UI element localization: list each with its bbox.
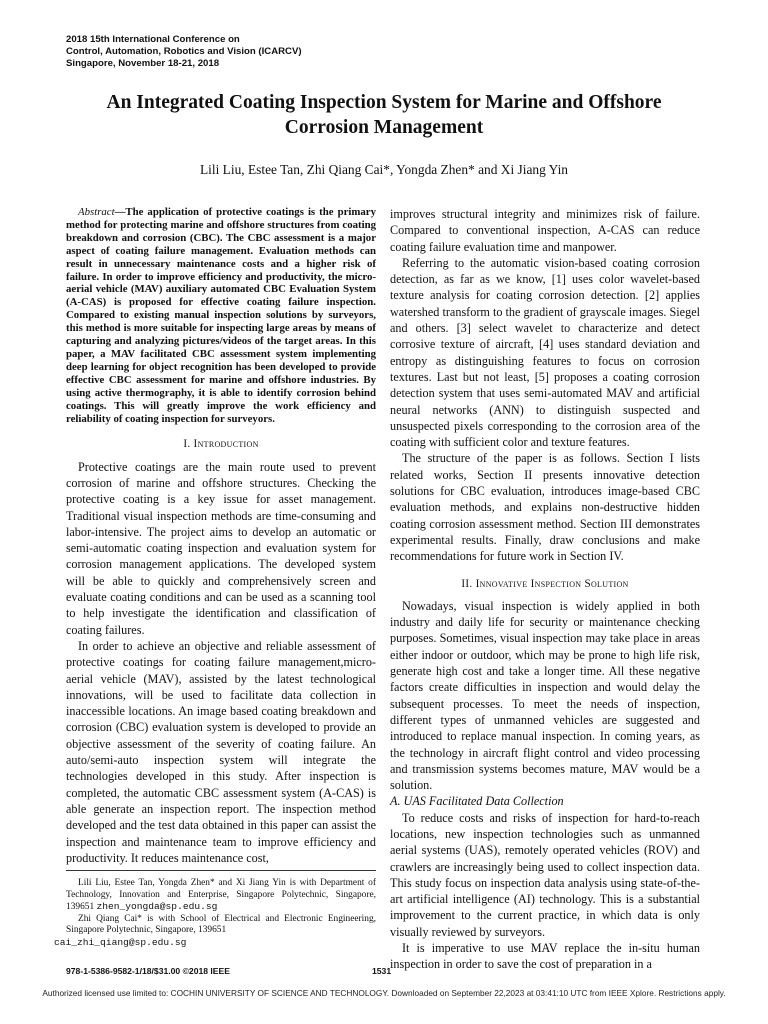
paper-title-line-1: An Integrated Coating Inspection System for Marine and Offshore bbox=[106, 92, 662, 113]
footnote bbox=[54, 878, 376, 949]
footnote-rule bbox=[66, 870, 376, 871]
subsection-a-paragraph-2: It is imperative to use MAV replace the in-situ human inspection in order to save the cost of preparation in a bbox=[390, 941, 700, 972]
abstract-dash: — bbox=[114, 206, 126, 218]
conference-header bbox=[66, 34, 302, 70]
paper-authors: Lili Liu, Estee Tan, Zhi Qiang Cai*, Yongda Zhen* and Xi Jiang Yin bbox=[199, 162, 568, 177]
page-number: 1531 bbox=[372, 966, 392, 976]
footnote-1-text: Lili Liu, Estee Tan, Yongda Zhen* and Xi Jiang Yin is with Department of Technology, Innovation and Enterprise, Singapore Polytechnic, Singapore, 139651 bbox=[66, 878, 376, 912]
paper-title bbox=[40, 90, 728, 140]
footnote-1 bbox=[66, 878, 376, 914]
paper-title-line-2: Corrosion Management bbox=[284, 117, 484, 138]
section2-paragraph-1: Nowadays, visual inspection is widely applied in both industry and daily life for security or maintenance checking purposes. Sometimes, visual inspection may take place in areas either indoor or outdoor, which may be prone to high life risk, generate high cost and take a longer time. All these negative factors create difficulties in inspection and would delay the subsequent processes. To meet the needs of inspection, different types of unmanned vehicles are suggested and introduced to replace manual inspection. In coming years, as the technology in aircraft flight control and video processing and transmission systems becomes mature, MAV would be a solution. bbox=[390, 598, 700, 793]
right-paragraph-2: Referring to the automatic vision-based coating corrosion detection, as far as we know, [1] uses color wavelet-based texture analysis for coating corrosion detection. [2] applies watershed transform to the gradient of grayscale images. Siegel and others. [3] select wavelet to characterize and detect corrosive texture of aircraft, [4] uses standard deviation and entropy as distinguishing features to focus on corrosion textures. Last but not least, [5] proposes a coating corrosion detection system that uses semi-automated MAV and artificial neural networks (ANN) to distinguish suspected and unsuspected pixels corresponding to the corrosion area of the coating with sufficient color and texture features. bbox=[390, 255, 700, 450]
section-heading-innovative-inspection: II. Innovative Inspection Solution bbox=[461, 577, 629, 590]
section-heading-introduction: I. Introduction bbox=[183, 438, 259, 451]
footnote-2-text: Zhi Qiang Cai* is with School of Electrical and Electronic Engineering, Singapore Polytechnic, Singapore, 139651 bbox=[66, 913, 376, 935]
footnote-2-email[interactable]: cai_zhi_qiang@sp.edu.sg bbox=[54, 936, 187, 948]
left-column bbox=[66, 206, 376, 866]
subsection-a-paragraph-1: To reduce costs and risks of inspection for hard-to-reach locations, new inspection technologies such as unmanned aerial systems (UAS), remotely operated vehicles (ROV) and crawlers are increasingly being used to collect inspection data. This study focus on inspection data analysis using state-of-the-art artificial intelligence (AI) technology. This is a substantial improvement to the current practice, in which data is only visually reviewed by surveyors. bbox=[390, 810, 700, 939]
footnote-1-email[interactable]: zhen_yongda@sp.edu.sg bbox=[96, 901, 218, 912]
license-notice: Authorized licensed use limited to: COCHIN UNIVERSITY OF SCIENCE AND TECHNOLOGY. Downloaded on September 22,2023 at 03:41:10 UTC from IEEE Xplore. Restrictions apply. bbox=[42, 988, 726, 998]
abstract bbox=[66, 206, 376, 425]
conference-line-2: Control, Automation, Robotics and Vision (ICARCV) bbox=[66, 46, 302, 57]
right-paragraph-1: improves structural integrity and minimizes risk of failure. Compared to conventional inspection, A-CAS can reduce coating failure evaluation time and manpower. bbox=[390, 207, 700, 254]
footnote-2 bbox=[54, 913, 376, 950]
right-column bbox=[390, 206, 700, 973]
right-paragraph-3: The structure of the paper is as follows. Section I lists related works, Section II presents innovative detection solutions for CBC evaluation, introduces image-based CBC evaluation methods, and explains non-destructive hidden coating corrosion assessment method. Section III demonstrates experimental results. Finally, draw conclusions and make recommendations for future work in Section IV. bbox=[390, 451, 700, 564]
abstract-label: Abstract bbox=[78, 206, 115, 218]
intro-paragraph-1: Protective coatings are the main route used to prevent corrosion of marine and offshore structures. Checking the protective coating is a key issue for asset management. Traditional visual inspection methods are time-consuming and labor-intensive. The project aims to develop an automatic or semi-automatic coating inspection and evaluation system for corrosion management applications. The developed system will be able to quickly and comprehensively screen and evaluate coating conditions and can be used as a scanning tool to help investigate the identification and classification of coating failures. bbox=[66, 459, 376, 637]
conference-line-1: 2018 15th International Conference on bbox=[66, 34, 240, 45]
isbn-copyright: 978-1-5386-9582-1/18/$31.00 ©2018 IEEE bbox=[66, 966, 231, 976]
subsection-heading-uas: A. UAS Facilitated Data Collection bbox=[390, 794, 564, 809]
intro-paragraph-2: In order to achieve an objective and reliable assessment of protective coatings for coating failure management,micro-aerial vehicle (MAV), assisted by the latest technological innovations, will be used to facilitate data collection in inaccessible locations. An image based coating breakdown and corrosion (CBC) evaluation system is developed to provide an objective assessment of the severity of coating failure. An auto/semi-auto inspection system will integrate the technologies developed in this study. After inspection is completed, the automatic CBC assessment system (A-CAS) is able generate an inspection report. The inspection method developed and the test data obtained in this paper can assist the inspection and maintenance team to improve efficiency and productivity. It reduces maintenance cost, bbox=[66, 638, 376, 865]
conference-line-3: Singapore, November 18-21, 2018 bbox=[66, 58, 220, 69]
abstract-text: The application of protective coatings is the primary method for protecting marine and offshore structures from coating breakdown and corrosion (CBC). The CBC assessment is a major aspect of coating failure management. Evaluation methods can result in unnecessary maintenance costs and a higher risk of failure. In order to improve efficiency and productivity, the micro-aerial vehicle (MAV) auxiliary automated CBC Evaluation System (A-CAS) is proposed for effective coating failure inspection. Compared to existing manual inspection solutions by surveyors, this method is more suitable for inspecting large areas by means of capturing and analyzing pictures/videos of the target areas. In this paper, a MAV facilitated CBC assessment system implementing deep learning for object recognition has been developed to provide effective CBC assessment for marine and offshore industries. By using active thermography, it is able to identify corrosion behind coatings. This will greatly improve the work efficiency and reliability of coating inspection for surveyors. bbox=[66, 206, 376, 425]
